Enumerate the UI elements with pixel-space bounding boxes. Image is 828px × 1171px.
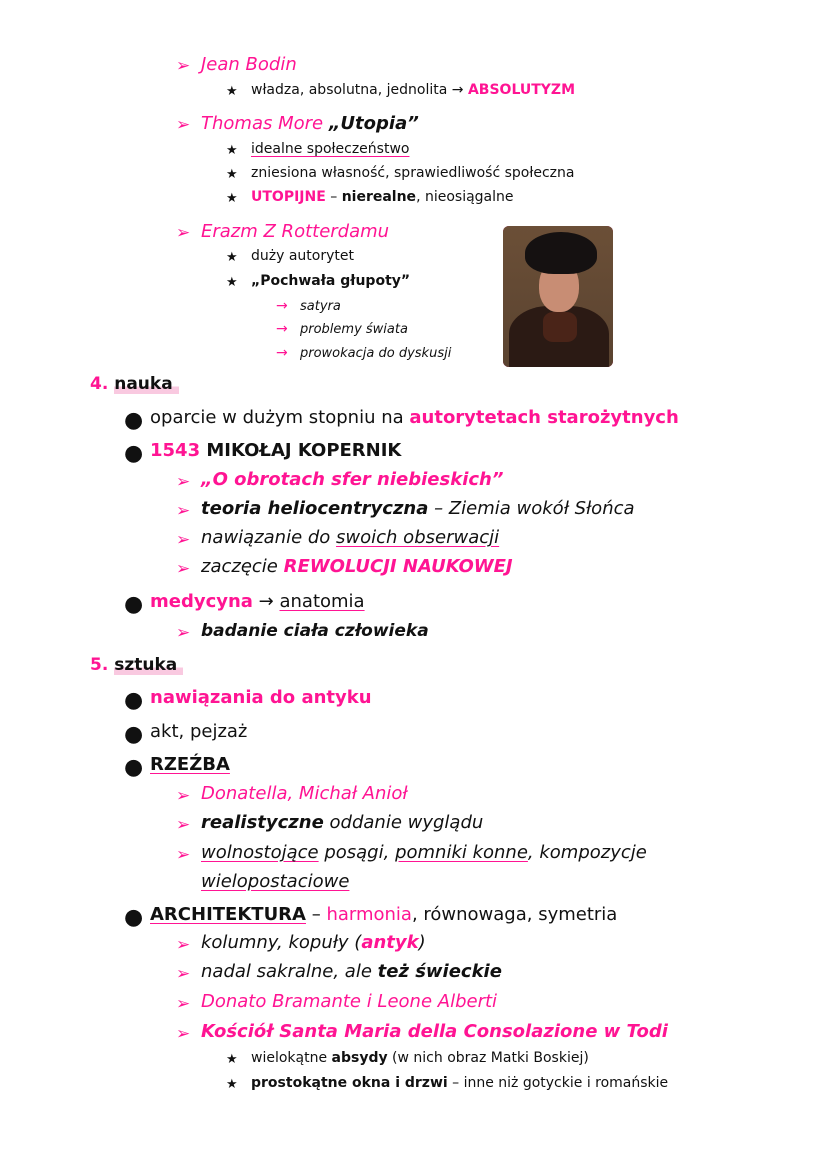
todi-point-2: prostokątne okna i drzwi – inne niż gotyckie i romańskie [251,1075,669,1091]
sztuka-point-architektura: ARCHITEKTURA – harmonia, równowaga, symetria [150,904,618,925]
arch-point-1: kolumny, kopuły (antyk) [201,932,426,953]
heading-thomas-more: Thomas More „Utopia” [201,113,419,134]
heading-jean-bodin: Jean Bodin [201,54,297,75]
erazm-sub-2: problemy świata [300,322,408,337]
sztuka-point-1: nawiązania do antyku [150,687,372,708]
erazm-point-2: „Pochwała głupoty” [251,273,411,289]
arrow-bullet-icon: ➢ [176,115,191,135]
erasmus-portrait-image [503,226,613,367]
heading-erazm: Erazm Z Rotterdamu [201,221,390,242]
star-bullet-icon: ★ [226,84,238,99]
medycyna-point-1: badanie ciała człowieka [201,621,429,641]
dot-bullet-icon: ● [124,408,144,433]
bodin-point: władza, absolutna, jednolita → ABSOLUTYZM [251,82,576,98]
nauka-point-3: medycyna → anatomia [150,591,365,612]
sztuka-point-rzezba: RZEŹBA [150,754,230,775]
more-point-1: idealne społeczeństwo [251,141,410,157]
arrow-bullet-icon: ➢ [176,56,191,76]
arch-point-4: Kościół Santa Maria della Consolazione w Todi [201,1021,668,1042]
arrow-icon: → [276,298,288,314]
kopernik-point-2: teoria heliocentryczna – Ziemia wokół Słońca [201,498,635,519]
erazm-sub-3: prowokacja do dyskusji [300,346,452,361]
arrow-bullet-icon: ➢ [176,815,191,835]
dot-bullet-icon: ● [124,905,144,930]
rzezba-point-3-cont: wielopostaciowe [201,871,350,892]
arrow-bullet-icon: ➢ [176,786,191,806]
kopernik-point-1: „O obrotach sfer niebieskich” [201,469,504,490]
section-4-heading: 4. nauka [90,374,179,394]
arrow-bullet-icon: ➢ [176,1024,191,1044]
arrow-bullet-icon: ➢ [176,623,191,643]
arrow-bullet-icon: ➢ [176,994,191,1014]
todi-point-1: wielokątne absydy (w nich obraz Matki Boskiej) [251,1050,589,1066]
erazm-sub-1: satyra [300,299,341,314]
arch-point-3: Donato Bramante i Leone Alberti [201,991,498,1012]
rzezba-point-1: Donatella, Michał Anioł [201,783,408,804]
dot-bullet-icon: ● [124,722,144,747]
star-bullet-icon: ★ [226,191,238,206]
nauka-point-1: oparcie w dużym stopniu na autorytetach starożytnych [150,407,679,428]
dot-bullet-icon: ● [124,441,144,466]
arrow-bullet-icon: ➢ [176,472,191,492]
arrow-bullet-icon: ➢ [176,964,191,984]
arrow-bullet-icon: ➢ [176,223,191,243]
arrow-icon: → [276,345,288,361]
star-bullet-icon: ★ [226,275,238,290]
kopernik-point-4: zaczęcie REWOLUCJI NAUKOWEJ [201,556,513,577]
star-bullet-icon: ★ [226,167,238,182]
star-bullet-icon: ★ [226,1052,238,1067]
arrow-bullet-icon: ➢ [176,845,191,865]
arrow-bullet-icon: ➢ [176,530,191,550]
nauka-point-2: 1543 MIKOŁAJ KOPERNIK [150,440,402,461]
dot-bullet-icon: ● [124,755,144,780]
arrow-bullet-icon: ➢ [176,935,191,955]
star-bullet-icon: ★ [226,250,238,265]
rzezba-point-2: realistyczne oddanie wyglądu [201,812,484,833]
more-point-2: zniesiona własność, sprawiedliwość społeczna [251,165,575,181]
arrow-bullet-icon: ➢ [176,501,191,521]
arrow-icon: → [276,321,288,337]
arrow-bullet-icon: ➢ [176,559,191,579]
erazm-point-1: duży autorytet [251,248,354,264]
star-bullet-icon: ★ [226,1077,238,1092]
kopernik-point-3: nawiązanie do swoich obserwacji [201,527,500,548]
rzezba-point-3: wolnostojące posągi, pomniki konne, kompozycje [201,842,647,863]
dot-bullet-icon: ● [124,688,144,713]
more-point-3: UTOPIJNE – nierealne, nieosiągalne [251,189,514,205]
sztuka-point-2: akt, pejzaż [150,721,248,742]
section-5-heading: 5. sztuka [90,655,183,675]
dot-bullet-icon: ● [124,592,144,617]
arch-point-2: nadal sakralne, ale też świeckie [201,961,502,982]
star-bullet-icon: ★ [226,143,238,158]
